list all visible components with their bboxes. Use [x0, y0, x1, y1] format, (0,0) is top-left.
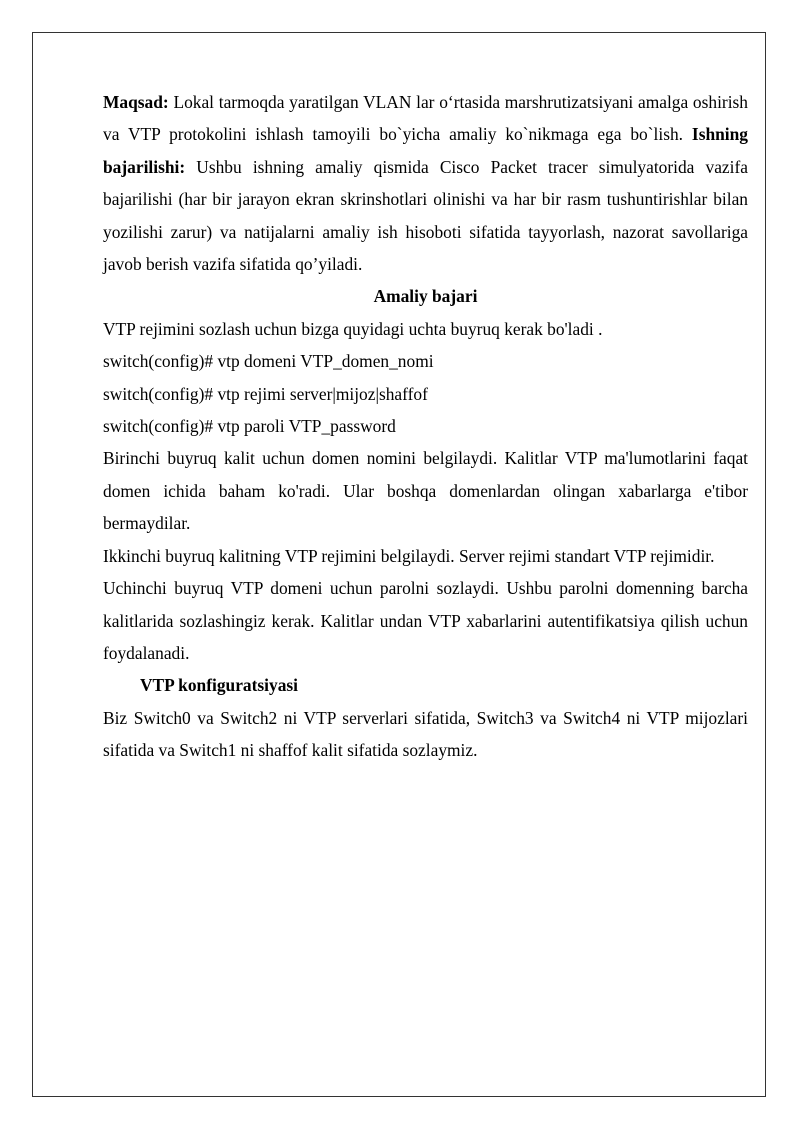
paragraph-third-command: Uchinchi buyruq VTP domeni uchun parolni sozlaydi. Ushbu parolni domenning barcha kalitlarida sozlashingiz kerak. Kalitlar undan VTP xabarlarini autentifikatsiya qilish uchun foydalanadi.: [103, 578, 748, 663]
command-line-password: switch(config)# vtp paroli VTP_password: [103, 416, 396, 437]
goal-label: Maqsad:: [103, 92, 169, 112]
subheading: VTP konfiguratsiyasi: [140, 675, 298, 696]
commands-intro: VTP rejimini sozlash uchun bizga quyidagi uchta buyruq kerak bo'ladi .: [103, 318, 603, 339]
paragraph-second-command: Ikkinchi buyruq kalitning VTP rejimini belgilaydi. Server rejimi standart VTP rejimidir.: [103, 545, 715, 566]
paragraph-first-command: Birinchi buyruq kalit uchun domen nomini belgilaydi. Kalitlar VTP ma'lumotlarini faqat domen ichida baham ko'radi. Ular boshqa domenlardan olingan xabarlarga e'tibor bermaydilar.: [103, 448, 748, 534]
intro-paragraph: [103, 86, 748, 280]
command-line-domain: switch(config)# vtp domeni VTP_domen_nomi: [103, 351, 434, 372]
command-line-mode: switch(config)# vtp rejimi server|mijoz|shaffof: [103, 383, 428, 404]
task-label: Ishning bajarilishi:: [103, 124, 748, 177]
goal-text: Lokal tarmoqda yaratilgan VLAN lar oʻrtasida marshrutizatsiyani amalga oshirish va VTP protokolini ishlash tamoyili bo`yicha amaliy ko`nikmaga ega bo`lish.: [103, 92, 748, 145]
task-text: Ushbu ishning amaliy qismida Cisco Packet tracer simulyatorida vazifa bajarilishi (har bir jarayon ekran skrinshotlari olinishi va har bir rasm tushuntirishlar bilan yozilishi zarur) va natijalarni amaliy ish hisoboti sifatida tayyorlash, nazorat savollariga javob berish vazifa sifatida qo’yiladi.: [103, 156, 748, 275]
document-body: [103, 86, 748, 767]
section-heading: Amaliy bajari: [373, 286, 478, 307]
final-paragraph: Biz Switch0 va Switch2 ni VTP serverlari sifatida, Switch3 va Switch4 ni VTP mijozlari sifatida va Switch1 ni shaffof kalit sifatida sozlaymiz.: [103, 707, 748, 761]
